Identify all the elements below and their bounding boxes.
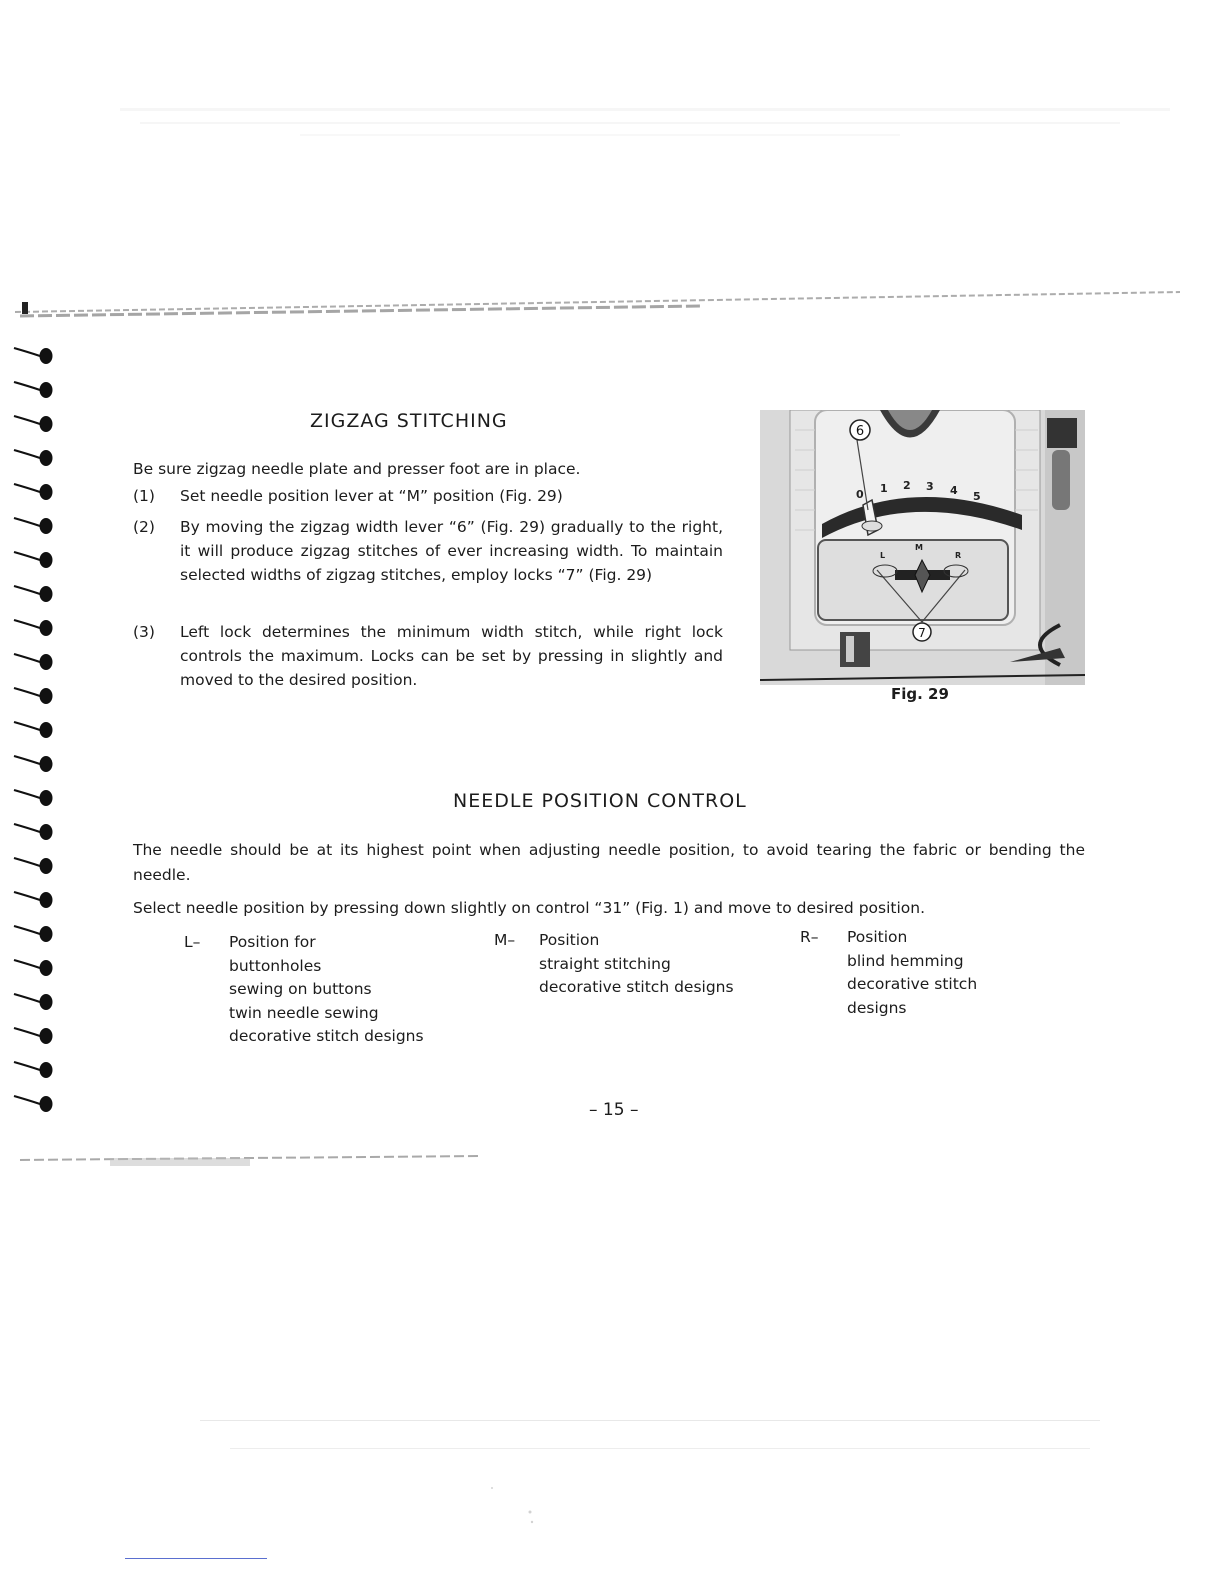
fig-29-caption: Fig. 29 [891,685,949,703]
fig-29-photo [760,410,1085,685]
binding-coil [14,450,52,466]
spiral-binding [10,340,60,1140]
position-uses [229,931,424,1049]
step-text: Left lock determines the minimum width stitch, while right lock controls the maximum. Locks can be set by pressing in slightly and moved to the desired position. [180,623,723,689]
needle-position-heading: NEEDLE POSITION CONTROL [453,790,747,812]
zigzag-step-3 [133,620,723,692]
position-label: L [880,551,886,560]
scale-mark: 2 [903,479,911,492]
scale-mark: 5 [973,490,981,503]
binding-coil [14,722,52,738]
footer-rule [125,1558,267,1559]
callout-7 [913,623,931,641]
binding-coil [14,620,52,636]
use-line: blind hemming [847,951,964,970]
use-line: Position for [229,933,316,951]
scale-mark: 1 [880,482,888,495]
step-text: By moving the zigzag width lever “6” (Fig. 29) gradually to the right, it will produce zigzag stitches of ever increasing width. To maintain selected widths of zigzag stitches, employ locks “7” (Fig. 29) [180,518,723,584]
use-line: straight stitching [539,954,671,973]
step-text: Set needle position lever at “M” position (Fig. 29) [180,487,563,505]
use-line: decorative stitch [847,975,978,993]
zigzag-intro: Be sure zigzag needle plate and presser foot are in place. [133,460,581,478]
use-line: twin needle sewing [229,1003,379,1022]
binding-coil [14,1096,52,1112]
scale-mark: 0 [856,488,864,501]
needle-paragraph-2: Select needle position by pressing down slightly on control “31” (Fig. 1) and move to desired position. [133,899,926,917]
binding-coil [14,586,52,602]
binding-coil [14,994,52,1010]
binding-coil [14,348,52,364]
use-line: sewing on buttons [229,980,372,998]
zigzag-step-1 [133,484,723,508]
zigzag-heading: ZIGZAG STITCHING [310,410,508,432]
needle-paragraph-1: The needle should be at its highest point when adjusting needle position, to avoid tearing the fabric or bending the needle. [133,841,1085,884]
use-line: designs [847,998,907,1017]
use-line: Position [847,928,908,946]
binding-coil [14,382,52,398]
callout-label: 6 [855,424,865,439]
step-number: (2) [133,518,155,536]
position-uses [539,929,734,1000]
zigzag-step-2 [133,515,723,587]
use-line: buttonholes [229,956,322,975]
page-number: – 15 – [589,1100,639,1120]
binding-coil [14,926,52,942]
binding-coil [14,552,52,568]
scale-mark: 3 [926,480,934,493]
binding-coil [14,1028,52,1044]
position-uses [847,926,977,1020]
binding-coil [14,688,52,704]
binding-coil [14,416,52,432]
position-label: M [915,543,923,552]
binding-coil [14,654,52,670]
binding-coil [14,892,52,908]
callout-6 [850,420,870,440]
binding-coil [14,756,52,772]
binding-coil [14,484,52,500]
binding-coil [14,960,52,976]
binding-coil [14,1062,52,1078]
use-line: Position [539,931,600,949]
binding-coil [14,824,52,840]
binding-coil [14,790,52,806]
use-line: decorative stitch designs [539,978,734,996]
scale-mark: 4 [950,484,958,497]
position-key: R– [800,928,819,946]
position-key: L– [184,933,201,951]
step-number: (3) [133,623,155,641]
step-number: (1) [133,487,155,505]
callout-label: 7 [918,626,926,640]
position-label: R [955,551,962,560]
use-line: decorative stitch designs [229,1027,424,1045]
binding-coil [14,518,52,534]
binding-coil [14,858,52,874]
position-key: M– [494,931,516,949]
